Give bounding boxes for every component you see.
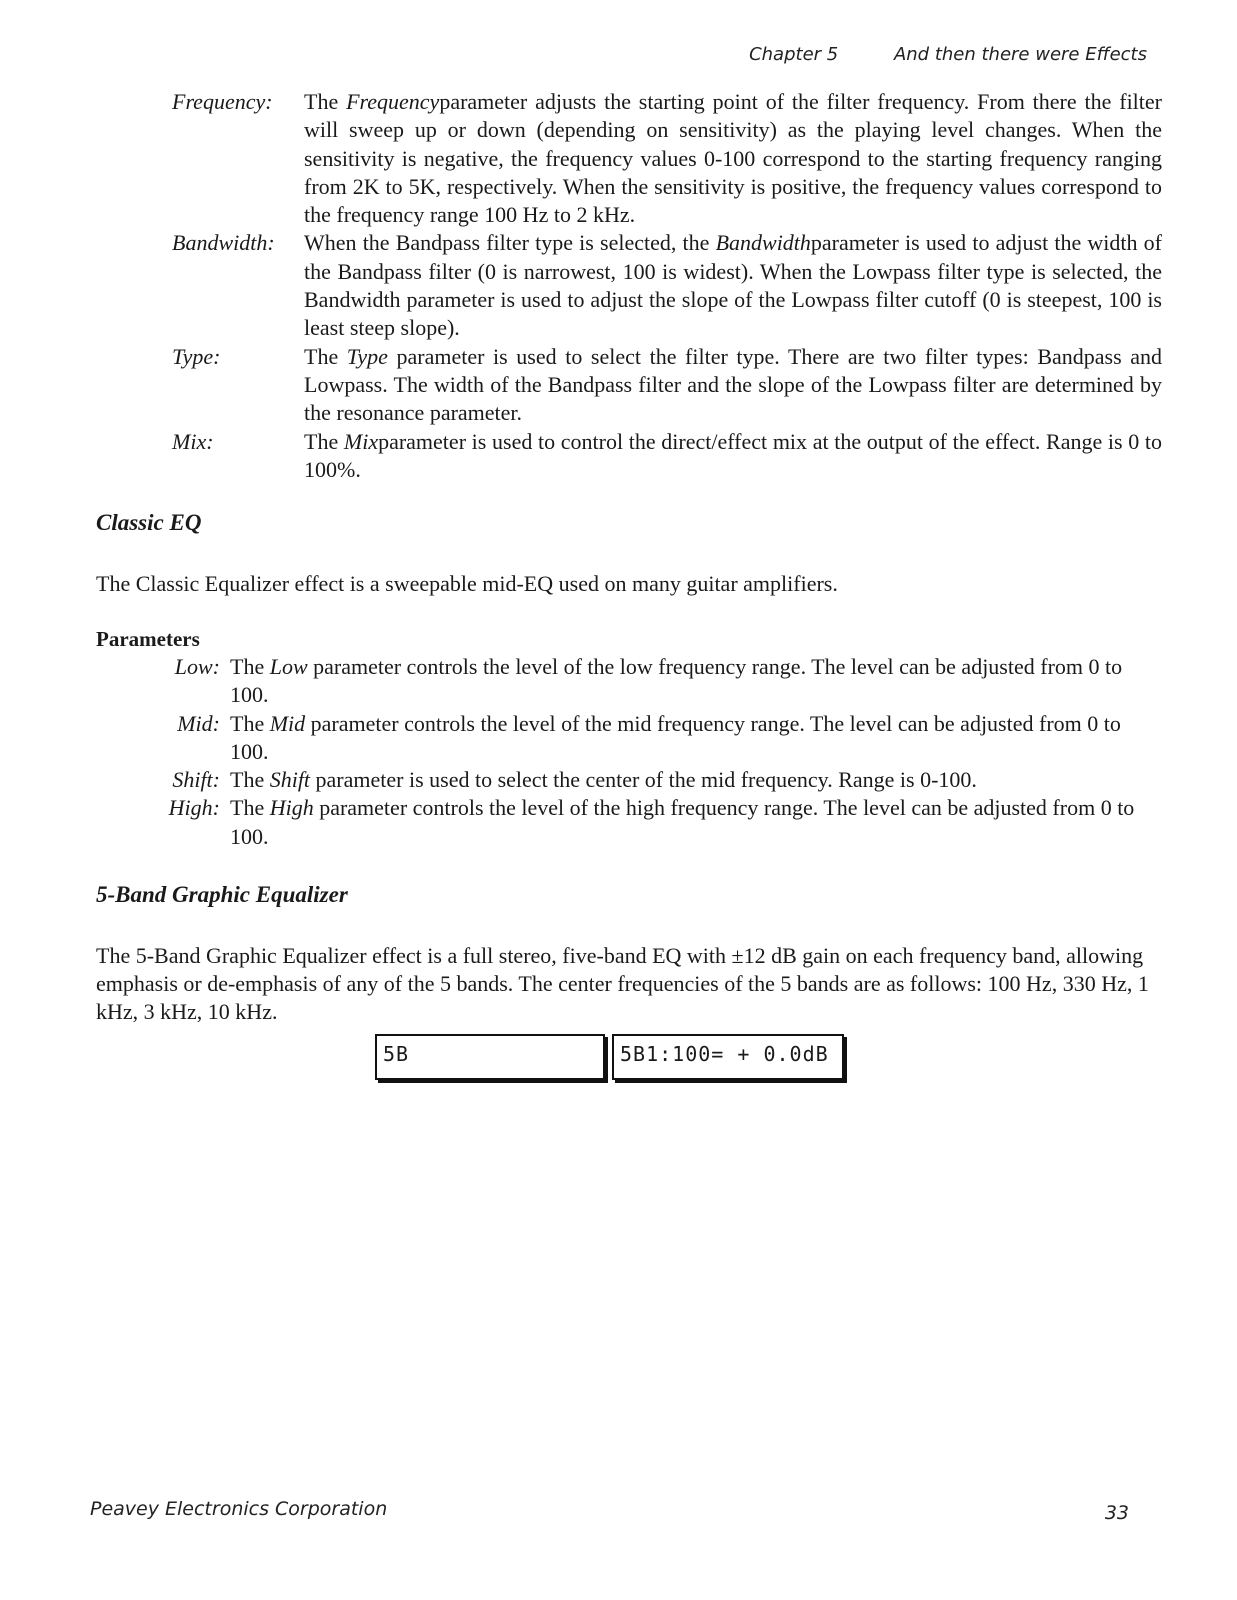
- def-text: The: [304, 428, 344, 454]
- param-text: The: [230, 767, 270, 793]
- param-emphasis: Shift: [269, 767, 311, 793]
- chapter-label: Chapter 5: [749, 44, 839, 65]
- param-text: parameter controls the level of the mid frequency range. The level can be adjusted from 0 to 100.: [230, 710, 1121, 764]
- param-text: parameter controls the level of the high frequency range. The level can be adjusted from 0 to 100.: [230, 795, 1135, 849]
- param-term: Low:: [174, 654, 220, 679]
- param-body: [230, 653, 1158, 710]
- def-frequency: [172, 88, 1162, 229]
- def-term: Bandwidth:: [172, 230, 275, 256]
- footer-company: Peavey Electronics Corporation: [90, 1498, 388, 1520]
- page-number: 33: [1104, 1502, 1129, 1524]
- def-body: [304, 428, 1162, 485]
- def-term: Mix:: [172, 428, 214, 454]
- lcd-display-band-value: 5B1:100= + 0.0dB: [612, 1034, 844, 1080]
- param-low: [158, 653, 1158, 710]
- def-term: Frequency:: [172, 89, 273, 114]
- def-emphasis: Type: [346, 343, 388, 369]
- def-body: [304, 229, 1162, 342]
- param-emphasis: High: [269, 795, 314, 821]
- def-type: [172, 343, 1162, 428]
- def-text: parameter adjusts the starting point of the filter frequency. From there the filter will sweep up or down (depending on sensitivity) as the playing level changes. When the sensitivity is negative, the frequency values 0-100 correspond to the starting frequency ranging from 2K to 5K, respectively. When the sensitivity is positive, the frequency values correspond to the frequency range 100 Hz to 2 kHz.: [304, 89, 1162, 228]
- def-body: [304, 88, 1162, 229]
- filter-parameter-list: [172, 88, 1162, 484]
- def-text: The: [304, 89, 347, 114]
- classic-eq-parameter-list: [158, 653, 1158, 851]
- param-text: parameter is used to select the center of the mid frequency. Range is 0-100.: [310, 767, 977, 793]
- def-text: The: [304, 343, 347, 369]
- def-text: parameter is used to select the filter type. There are two filter types: Bandpass and Lowpass. The width of the Bandpass filter and the slope of the Lowpass filter are determined by the resonance parameter.: [304, 343, 1162, 426]
- def-bandwidth: [172, 229, 1162, 342]
- parameters-heading: Parameters: [96, 627, 200, 651]
- graphic-eq-description: The 5-Band Graphic Equalizer effect is a full stereo, five-band EQ with ±12 dB gain on each frequency band, allowing emphasis or de-emphasis of any of the 5 bands. The center frequencies of the 5 bands are as follows: 100 Hz, 330 Hz, 1 kHz, 3 kHz, 10 kHz.: [96, 943, 1149, 1024]
- param-shift: [158, 766, 1158, 794]
- param-body: [230, 710, 1158, 767]
- def-emphasis: Bandwidth: [715, 230, 811, 256]
- param-mid: [158, 710, 1158, 767]
- param-text: parameter controls the level of the low frequency range. The level can be adjusted from 0 to 100.: [230, 654, 1123, 708]
- param-text: The: [230, 710, 270, 736]
- def-text: parameter is used to adjust the width of the Bandpass filter (0 is narrowest, 100 is widest). When the Lowpass filter type is selected, the Bandwidth parameter is used to adjust the slope of the Lowpass filter cutoff (0 is steepest, 100 is least steep slope).: [304, 230, 1162, 341]
- param-term: High:: [168, 795, 220, 821]
- param-body: [230, 794, 1158, 851]
- param-emphasis: Low: [269, 654, 308, 679]
- lcd-display-effect-name: 5B: [375, 1034, 605, 1080]
- def-emphasis: Frequency: [346, 89, 440, 114]
- classic-eq-description: The Classic Equalizer effect is a sweepable mid-EQ used on many guitar amplifiers.: [96, 571, 838, 596]
- param-emphasis: Mid: [269, 710, 306, 736]
- def-text: parameter is used to control the direct/effect mix at the output of the effect. Range is 0 to 100%.: [304, 428, 1163, 482]
- def-mix: [172, 428, 1162, 485]
- param-high: [158, 794, 1158, 851]
- param-term: Mid:: [177, 710, 220, 736]
- param-term: Shift:: [172, 767, 220, 793]
- graphic-eq-heading: 5-Band Graphic Equalizer: [96, 882, 348, 907]
- def-body: [304, 343, 1162, 428]
- def-text: When the Bandpass filter type is selected, the: [304, 230, 716, 256]
- def-emphasis: Mix: [343, 428, 379, 454]
- chapter-title: And then there were Effects: [893, 44, 1147, 65]
- param-text: The: [230, 795, 270, 821]
- param-body: [230, 766, 1158, 794]
- classic-eq-heading: Classic EQ: [96, 510, 202, 535]
- def-term: Type:: [172, 343, 221, 369]
- page-header: [749, 44, 1147, 65]
- param-text: The: [230, 654, 270, 679]
